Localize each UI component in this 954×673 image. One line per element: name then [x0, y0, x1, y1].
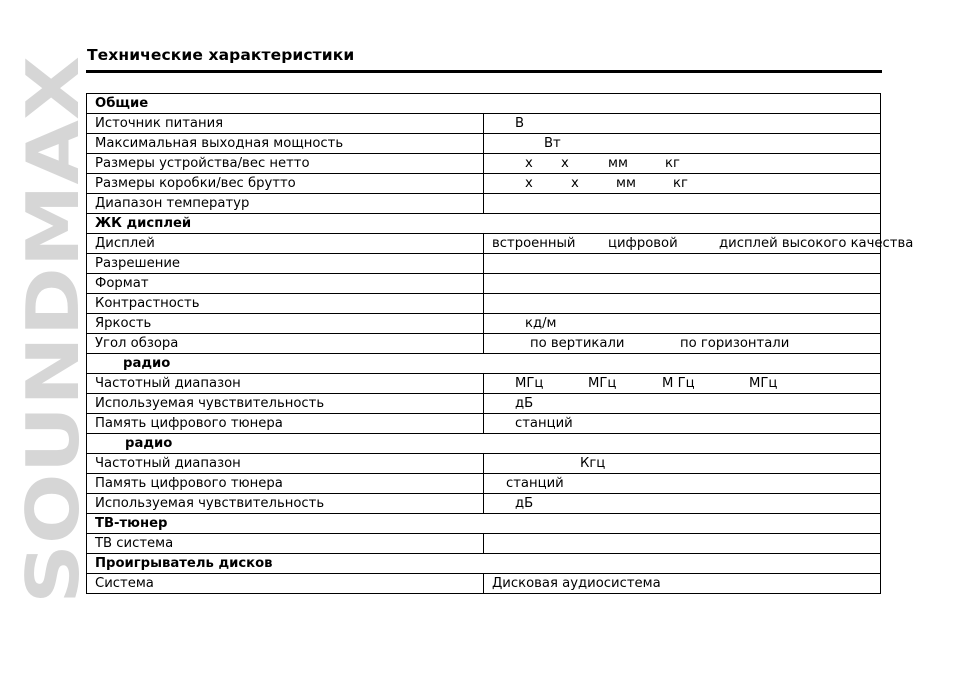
spec-value-part: станций: [506, 476, 564, 491]
spec-value: [484, 254, 881, 274]
spec-row: [87, 574, 881, 594]
spec-label: Используемая чувствительность: [87, 394, 484, 414]
spec-value-part: по вертикали: [530, 336, 625, 351]
spec-value: [484, 134, 881, 154]
spec-value: [484, 234, 914, 254]
spec-label: Память цифрового тюнера: [87, 414, 484, 434]
spec-row: [87, 174, 881, 194]
spec-label: ТВ система: [87, 534, 484, 554]
spec-row: [87, 274, 881, 294]
spec-value-part: кд/м: [525, 316, 557, 331]
spec-value-part: В: [515, 116, 525, 131]
spec-value-part: Вт: [544, 136, 561, 151]
spec-row: [87, 454, 881, 474]
spec-value: [484, 294, 881, 314]
spec-value: [484, 574, 881, 594]
spec-value-part: по горизонтали: [680, 336, 790, 351]
section-title: Проигрыватель дисков: [87, 554, 881, 574]
section-header-row: [87, 214, 881, 234]
spec-row: [87, 194, 881, 214]
spec-label: Максимальная выходная мощность: [87, 134, 484, 154]
spec-label: Источник питания: [87, 114, 484, 134]
section-title: ЖК дисплей: [87, 214, 881, 234]
spec-value: [484, 314, 881, 334]
spec-value: [484, 194, 881, 214]
spec-row: [87, 394, 881, 414]
soundmax-logo: [8, 54, 95, 606]
svg-text:SOUNDMAX: SOUNDMAX: [11, 129, 95, 604]
spec-value-part: Кгц: [580, 456, 606, 471]
spec-value: [484, 454, 881, 474]
section-header-row: [87, 514, 881, 534]
spec-label: Частотный диапазон: [87, 374, 484, 394]
section-title: радио: [87, 434, 881, 454]
spec-value-part: дБ: [515, 396, 534, 411]
spec-value: [484, 474, 881, 494]
section-header-row: [87, 354, 881, 374]
spec-label: Угол обзора: [87, 334, 484, 354]
page-title: Технические характеристики: [87, 46, 355, 64]
spec-row: [87, 154, 881, 174]
spec-row: [87, 474, 881, 494]
spec-label: Контрастность: [87, 294, 484, 314]
spec-value: [484, 114, 881, 134]
spec-row: [87, 534, 881, 554]
spec-value: [484, 374, 881, 394]
spec-value-part: x: [525, 156, 533, 171]
spec-label: Используемая чувствительность: [87, 494, 484, 514]
spec-row: [87, 254, 881, 274]
spec-value: [484, 394, 881, 414]
spec-value-part: дБ: [515, 496, 534, 511]
spec-value-part: Дисковая аудиосистема: [492, 576, 661, 591]
spec-value: [484, 534, 881, 554]
spec-value-part: станций: [515, 416, 573, 431]
section-title: Общие: [87, 94, 881, 114]
spec-value-part: МГц: [749, 376, 778, 391]
spec-value-part: цифровой: [608, 236, 678, 251]
spec-value-part: МГц: [515, 376, 544, 391]
spec-label: Разрешение: [87, 254, 484, 274]
section-title: ТВ-тюнер: [87, 514, 881, 534]
spec-value: [484, 174, 881, 194]
spec-label: Память цифрового тюнера: [87, 474, 484, 494]
spec-row: [87, 334, 881, 354]
spec-value-part: кг: [665, 156, 680, 171]
section-header-row: [87, 94, 881, 114]
spec-label: Частотный диапазон: [87, 454, 484, 474]
spec-row: [87, 114, 881, 134]
spec-row: [87, 414, 881, 434]
spec-value-part: мм: [616, 176, 636, 191]
spec-value: [484, 334, 881, 354]
spec-label: Система: [87, 574, 484, 594]
spec-value-part: x: [571, 176, 579, 191]
spec-value-part: дисплей высокого качества: [719, 236, 914, 251]
title-underline: [86, 70, 882, 73]
spec-table: [86, 93, 914, 594]
spec-value-part: x: [525, 176, 533, 191]
spec-label: Размеры коробки/вес брутто: [87, 174, 484, 194]
spec-value-part: М Гц: [662, 376, 695, 391]
spec-value-part: мм: [608, 156, 628, 171]
spec-row: [87, 134, 881, 154]
spec-row: [87, 294, 881, 314]
spec-value-part: встроенный: [492, 236, 576, 251]
section-header-row: [87, 434, 881, 454]
spec-label: Размеры устройства/вес нетто: [87, 154, 484, 174]
spec-row: [87, 314, 881, 334]
spec-value: [484, 274, 881, 294]
spec-value: [484, 154, 881, 174]
spec-label: Формат: [87, 274, 484, 294]
spec-label: Яркость: [87, 314, 484, 334]
spec-value: [484, 414, 881, 434]
spec-row: [87, 234, 881, 254]
spec-label: Дисплей: [87, 234, 484, 254]
spec-value: [484, 494, 881, 514]
spec-value-part: МГц: [588, 376, 617, 391]
spec-row: [87, 494, 881, 514]
spec-row: [87, 374, 881, 394]
spec-value-part: x: [561, 156, 569, 171]
spec-value-part: кг: [673, 176, 688, 191]
section-title: радио: [87, 354, 881, 374]
section-header-row: [87, 554, 881, 574]
spec-label: Диапазон температур: [87, 194, 484, 214]
